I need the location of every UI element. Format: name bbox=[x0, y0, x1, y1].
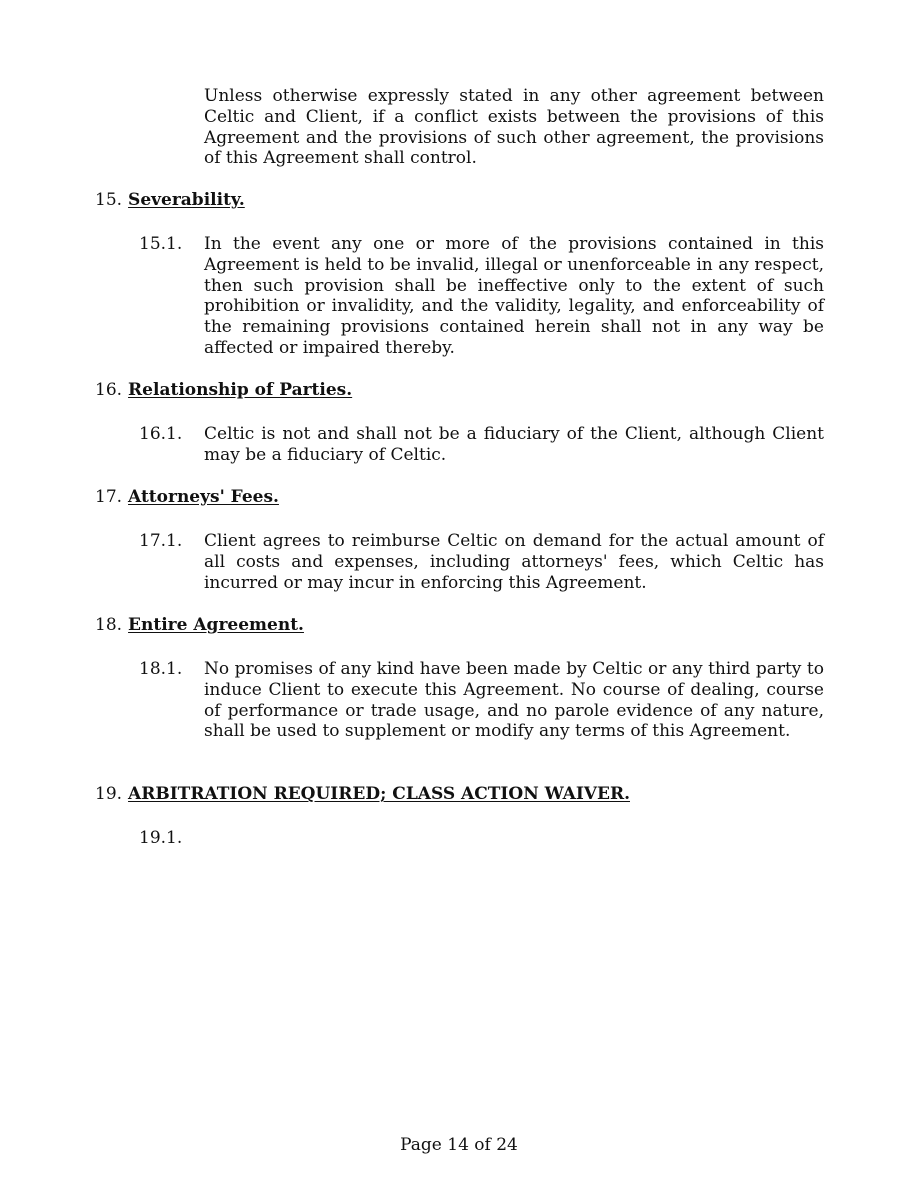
subsection-text-16-1: Celtic is not and shall not be a fiduciary of the Client, although Client may be a fiduciary of Celtic. bbox=[204, 424, 824, 465]
subsection-number-19-1: 19.1. bbox=[139, 828, 183, 848]
subsection-number-15-1: 15.1. bbox=[139, 234, 183, 254]
section-heading-15 bbox=[95, 190, 245, 211]
section-heading-16 bbox=[95, 380, 352, 401]
subsection-text-18-1: No promises of any kind have been made by Celtic or any third party to induce Client to execute this Agreement. No course of dealing, course of performance or trade usage, and no parole evidence of any nature, shall be used to supplement or modify any terms of this Agreement. bbox=[204, 659, 824, 742]
section-number: 15. bbox=[95, 190, 123, 210]
section-number: 19. bbox=[95, 784, 123, 804]
section-number: 17. bbox=[95, 487, 123, 507]
subsection-number-16-1: 16.1. bbox=[139, 424, 183, 444]
subsection-number-17-1: 17.1. bbox=[139, 531, 183, 551]
section-number: 18. bbox=[95, 615, 123, 635]
section-heading-18 bbox=[95, 615, 304, 636]
section-number: 16. bbox=[95, 380, 123, 400]
subsection-number-18-1: 18.1. bbox=[139, 659, 183, 679]
subsection-text-17-1: Client agrees to reimburse Celtic on demand for the actual amount of all costs and expenses, including attorneys' fees, which Celtic has incurred or may incur in enforcing this Agreement. bbox=[204, 531, 824, 593]
section-heading-17 bbox=[95, 487, 279, 508]
intro-paragraph: Unless otherwise expressly stated in any other agreement between Celtic and Client, if a conflict exists between the provisions of this Agreement and the provisions of such other agreement, the provisions of this Agreement shall control. bbox=[204, 86, 824, 169]
page-footer: Page 14 of 24 bbox=[400, 1135, 518, 1155]
section-title: Relationship of Parties. bbox=[128, 380, 353, 400]
subsection-text-15-1: In the event any one or more of the provisions contained in this Agreement is held to be invalid, illegal or unenforceable in any respect, then such provision shall be ineffective only to the extent of such prohibition or invalidity, and the validity, legality, and enforceability of the remaining provisions contained herein shall not in any way be affected or impaired thereby. bbox=[204, 234, 824, 358]
section-title: ARBITRATION REQUIRED; CLASS ACTION WAIVER. bbox=[128, 784, 630, 804]
section-title: Attorneys' Fees. bbox=[128, 487, 279, 507]
section-title: Entire Agreement. bbox=[128, 615, 304, 635]
section-title: Severability. bbox=[128, 190, 245, 210]
section-heading-19 bbox=[95, 784, 630, 805]
